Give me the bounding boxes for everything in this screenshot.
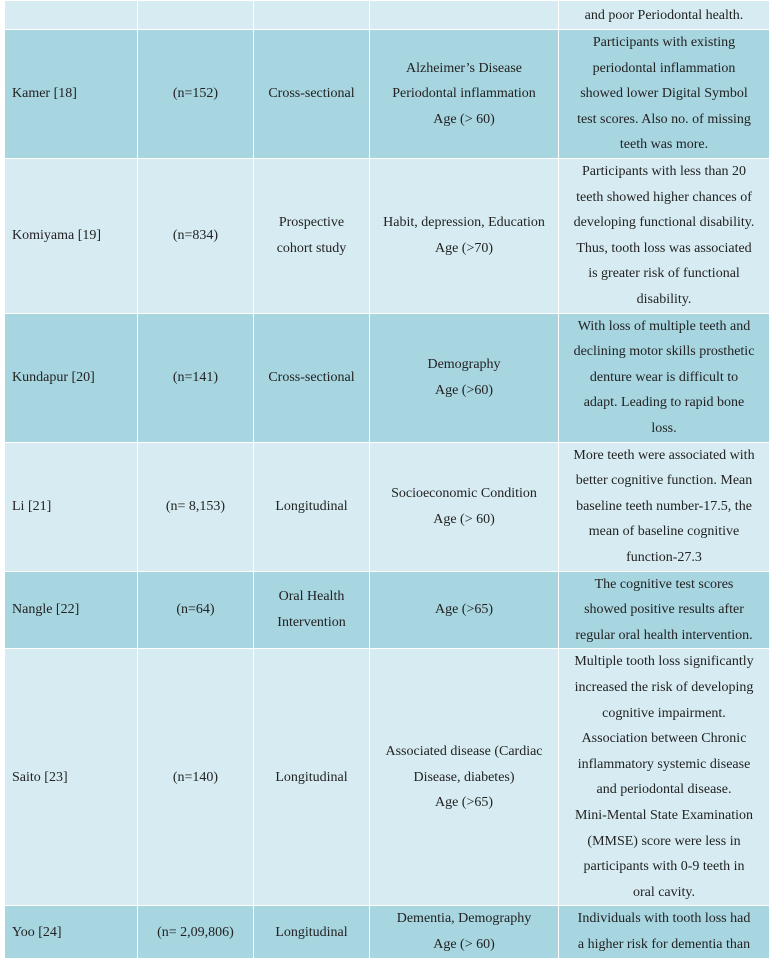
table-row bbox=[5, 313, 770, 442]
findings-line: Participants with existing bbox=[592, 35, 736, 51]
findings-line: (MMSE) score were less in bbox=[587, 833, 741, 849]
findings-cell bbox=[559, 571, 770, 649]
findings-line: teeth showed higher chances of bbox=[576, 189, 752, 205]
findings-line: disability. bbox=[636, 291, 692, 307]
factors-line: Age (>65) bbox=[434, 795, 494, 811]
findings-line: test scores. Also no. of missing bbox=[577, 111, 751, 127]
factors-line: Age (>65) bbox=[434, 602, 494, 618]
findings-line: denture wear is difficult to bbox=[589, 369, 739, 385]
design-line: Longitudinal bbox=[275, 498, 348, 514]
studies-table-body bbox=[5, 1, 770, 959]
sample-size-cell bbox=[138, 1, 254, 30]
factors-line: Socioeconomic Condition bbox=[391, 485, 537, 501]
findings-line: is greater risk of functional bbox=[588, 266, 740, 282]
design-line: Cross-sectional bbox=[268, 86, 355, 102]
study-design-cell bbox=[254, 906, 370, 959]
study-design-cell bbox=[254, 30, 370, 159]
factors-line: Age (>70) bbox=[434, 240, 494, 256]
factors-line: Habit, depression, Education bbox=[383, 215, 545, 231]
findings-line: Multiple tooth loss significantly bbox=[574, 654, 754, 670]
sample-size-cell: (n=141) bbox=[138, 313, 254, 442]
author-cell bbox=[5, 1, 138, 30]
sample-size-cell: (n= 8,153) bbox=[138, 442, 254, 571]
table-row bbox=[5, 159, 770, 314]
findings-line: better cognitive function. Mean bbox=[575, 473, 753, 489]
study-design-cell bbox=[254, 1, 370, 30]
factors-cell bbox=[370, 442, 559, 571]
factors-line: Disease, diabetes) bbox=[413, 769, 515, 785]
author-cell: Saito [23] bbox=[5, 649, 138, 906]
factors-line: Alzheimer’s Disease bbox=[406, 60, 522, 76]
design-line: Cross-sectional bbox=[268, 369, 355, 385]
study-design-cell bbox=[254, 313, 370, 442]
factors-line: Age (> 60) bbox=[433, 511, 495, 527]
findings-line: Mini-Mental State Examination bbox=[574, 807, 754, 823]
factors-cell bbox=[370, 649, 559, 906]
table-row bbox=[5, 30, 770, 159]
findings-line: cognitive impairment. bbox=[602, 705, 726, 721]
factors-cell bbox=[370, 159, 559, 314]
study-design-cell bbox=[254, 442, 370, 571]
findings-line: With loss of multiple teeth and bbox=[577, 318, 751, 334]
factors-line: Age (>60) bbox=[434, 382, 494, 398]
findings-line: function-27.3 bbox=[626, 549, 702, 565]
findings-cell bbox=[559, 30, 770, 159]
findings-line: loss. bbox=[651, 420, 677, 436]
findings-line: Association between Chronic bbox=[581, 731, 747, 747]
findings-line: and poor Periodontal health. bbox=[584, 8, 744, 24]
design-line: Oral Health bbox=[278, 589, 345, 605]
author-cell: Kamer [18] bbox=[5, 30, 138, 159]
findings-line: increased the risk of developing bbox=[574, 679, 754, 695]
author-cell: Yoo [24] bbox=[5, 906, 138, 959]
findings-line: declining motor skills prosthetic bbox=[573, 344, 755, 360]
study-design-cell bbox=[254, 649, 370, 906]
findings-line: oral cavity. bbox=[632, 884, 696, 900]
findings-line: More teeth were associated with bbox=[573, 447, 755, 463]
findings-line: Thus, tooth loss was associated bbox=[576, 240, 752, 256]
findings-line: showed lower Digital Symbol bbox=[580, 86, 748, 102]
findings-line: adapt. Leading to rapid bone bbox=[583, 395, 745, 411]
study-design-cell bbox=[254, 159, 370, 314]
sample-size-cell: (n= 2,09,806) bbox=[138, 906, 254, 959]
table-row bbox=[5, 649, 770, 906]
sample-size-cell: (n=152) bbox=[138, 30, 254, 159]
findings-line: periodontal inflammation bbox=[592, 60, 736, 76]
table-row bbox=[5, 571, 770, 649]
findings-line: Individuals with tooth loss had bbox=[577, 911, 751, 927]
sample-size-cell: (n=140) bbox=[138, 649, 254, 906]
design-line: Longitudinal bbox=[275, 769, 348, 785]
design-line: cohort study bbox=[276, 240, 347, 256]
findings-cell bbox=[559, 313, 770, 442]
factors-line: Age (> 60) bbox=[433, 111, 495, 127]
findings-cell bbox=[559, 442, 770, 571]
factors-line: Dementia, Demography bbox=[396, 911, 532, 927]
table-row bbox=[5, 1, 770, 30]
design-line: Prospective bbox=[278, 215, 345, 231]
study-design-cell bbox=[254, 571, 370, 649]
table-row bbox=[5, 906, 770, 959]
factors-cell bbox=[370, 571, 559, 649]
findings-line: teeth was more. bbox=[619, 137, 709, 153]
findings-line: showed positive results after bbox=[584, 602, 744, 618]
author-cell: Kundapur [20] bbox=[5, 313, 138, 442]
factors-cell bbox=[370, 30, 559, 159]
factors-cell bbox=[370, 313, 559, 442]
findings-line: participants with 0-9 teeth in bbox=[583, 859, 745, 875]
findings-cell bbox=[559, 649, 770, 906]
author-cell: Li [21] bbox=[5, 442, 138, 571]
findings-line: a higher risk for dementia than bbox=[577, 936, 751, 952]
author-cell: Komiyama [19] bbox=[5, 159, 138, 314]
author-cell: Nangle [22] bbox=[5, 571, 138, 649]
design-line: Intervention bbox=[277, 614, 346, 630]
findings-line: inflammatory systemic disease bbox=[577, 756, 751, 772]
sample-size-cell: (n=834) bbox=[138, 159, 254, 314]
findings-line: regular oral health intervention. bbox=[575, 627, 753, 643]
factors-cell bbox=[370, 1, 559, 30]
findings-cell bbox=[559, 906, 770, 959]
findings-line: Participants with less than 20 bbox=[581, 164, 747, 179]
findings-cell bbox=[559, 1, 770, 30]
findings-line: The cognitive test scores bbox=[594, 576, 734, 592]
findings-line: and periodontal disease. bbox=[596, 782, 732, 798]
findings-line: mean of baseline cognitive bbox=[588, 524, 740, 540]
findings-line: developing functional disability. bbox=[573, 215, 755, 231]
factors-line: Demography bbox=[427, 356, 501, 372]
studies-table bbox=[4, 0, 770, 959]
factors-line: Age (> 60) bbox=[433, 936, 495, 952]
sample-size-cell: (n=64) bbox=[138, 571, 254, 649]
factors-cell bbox=[370, 906, 559, 959]
design-line: Longitudinal bbox=[275, 924, 348, 940]
table-row bbox=[5, 442, 770, 571]
findings-line: baseline teeth number-17.5, the bbox=[576, 498, 752, 514]
factors-line: Associated disease (Cardiac bbox=[385, 743, 543, 759]
findings-cell bbox=[559, 159, 770, 314]
factors-line: Periodontal inflammation bbox=[392, 86, 536, 102]
